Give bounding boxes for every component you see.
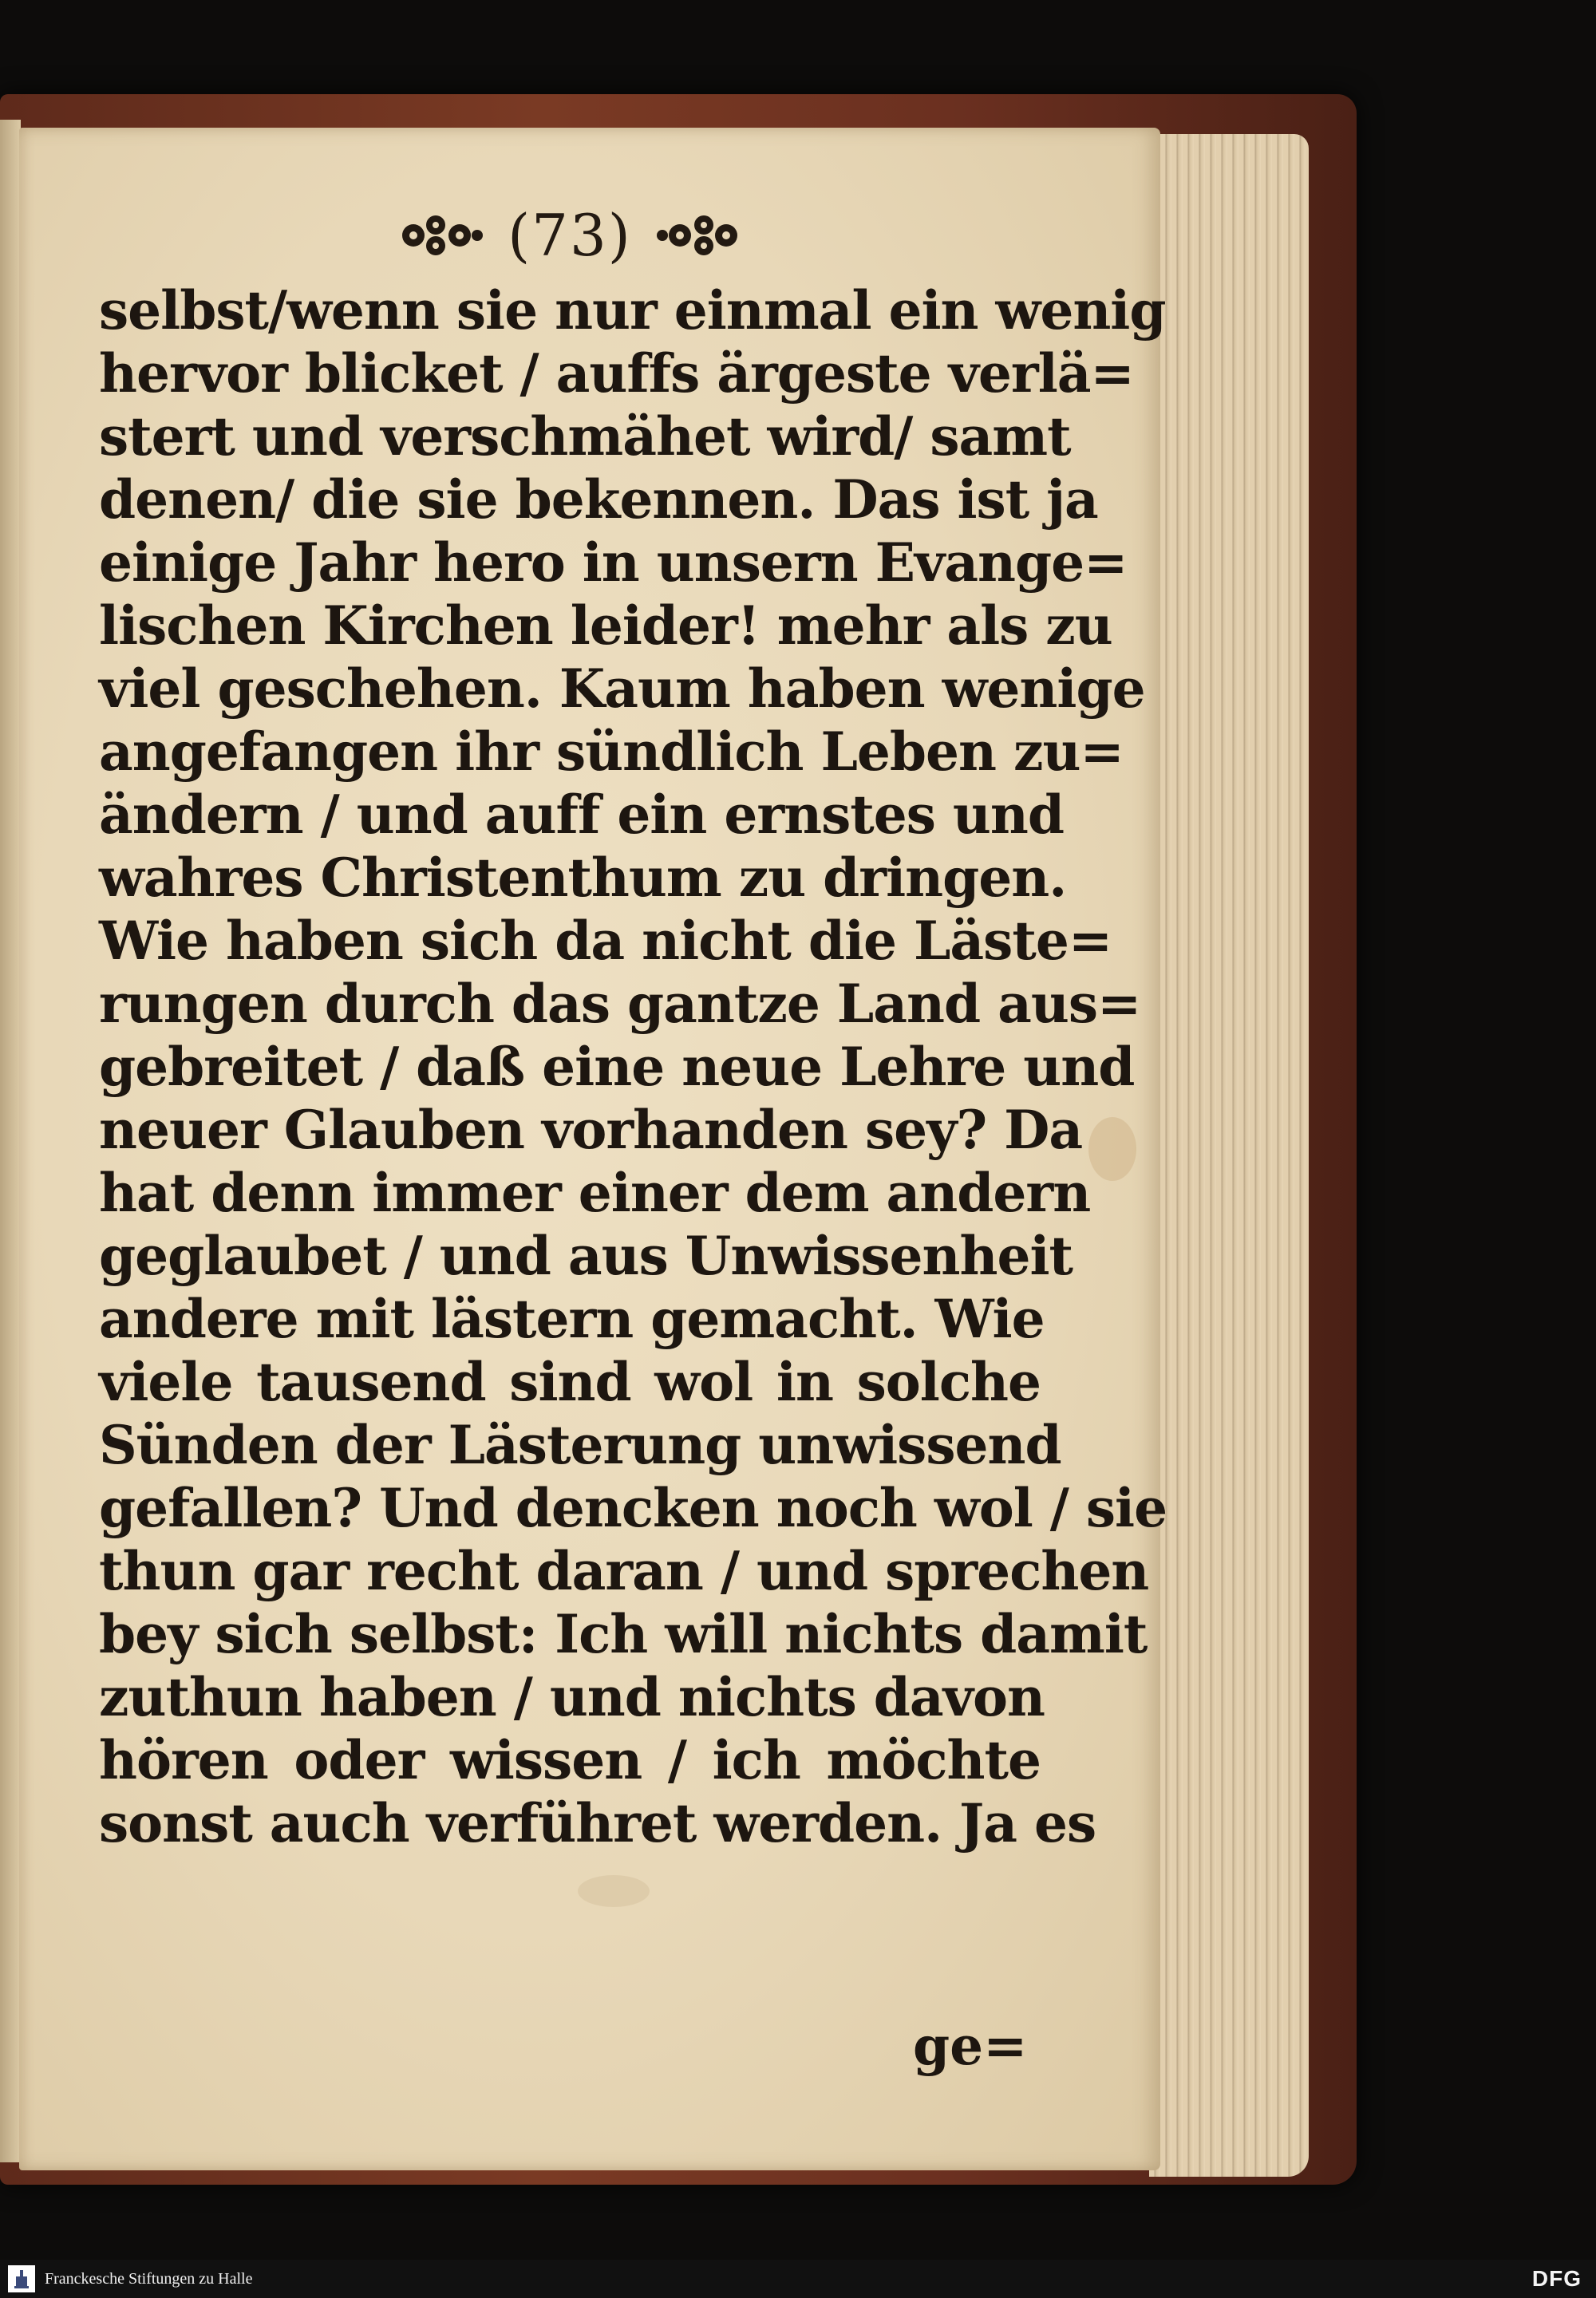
text-line: angefangen ihr sündlich Leben zu=: [99, 721, 1124, 783]
text-line: thun gar recht daran / und sprechen: [99, 1540, 1149, 1602]
catchword: ge=: [913, 2015, 1028, 2077]
text-line: viel geschehen. Kaum haben wenige: [99, 657, 1145, 720]
text-line: hat denn immer einer dem andern: [99, 1162, 1091, 1224]
body-text: [99, 279, 1167, 1855]
previous-leaf-edge: [0, 120, 21, 2162]
text-line: wahres Christenthum zu dringen.: [99, 847, 1067, 909]
text-line: geglaubet / und aus Unwissenheit: [99, 1225, 1073, 1287]
text-line: viele tausend sind wol in solche: [99, 1351, 1041, 1413]
text-line: neuer Glauben vorhanden sey? Da: [99, 1099, 1083, 1161]
text-line: hervor blicket / auffs ärgeste verlä=: [99, 342, 1134, 405]
text-line: zuthun haben / und nichts davon: [99, 1666, 1045, 1728]
page-stain: [578, 1875, 650, 1907]
text-line: hören oder wissen / ich möchte: [99, 1729, 1041, 1791]
text-line: gefallen? Und dencken noch wol / sie: [99, 1477, 1167, 1539]
footer-bar: [0, 2260, 1596, 2298]
text-line: Wie haben sich da nicht die Läste=: [99, 910, 1112, 972]
text-line: stert und verschmähet wird/ samt: [99, 405, 1071, 468]
text-line: denen/ die sie bekennen. Das ist ja: [99, 468, 1098, 531]
text-line: gebreitet / daß eine neue Lehre und: [99, 1036, 1135, 1098]
page-header: [362, 192, 777, 279]
text-line: ändern / und auff ein ernstes und: [99, 784, 1064, 846]
page-number: (73): [508, 202, 632, 269]
right-ornament-icon: [654, 207, 742, 263]
book-page: [19, 128, 1167, 2170]
text-line: andere mit lästern gemacht. Wie: [99, 1288, 1045, 1350]
text-line: sonst auch verführet werden. Ja es: [99, 1792, 1096, 1854]
dfg-logo[interactable]: DFG: [1531, 2266, 1582, 2291]
text-line: lischen Kirchen leider! mehr als zu: [99, 594, 1112, 657]
text-line: bey sich selbst: Ich will nichts damit: [99, 1603, 1148, 1665]
text-line: selbst/wenn sie nur einmal ein wenig: [99, 279, 1166, 342]
institution-name[interactable]: Franckesche Stiftungen zu Halle: [45, 2269, 253, 2288]
text-line: Sünden der Lästerung unwissend: [99, 1414, 1061, 1476]
text-line: einige Jahr hero in unsern Evange=: [99, 531, 1128, 594]
text-line: rungen durch das gantze Land aus=: [99, 973, 1141, 1035]
left-ornament-icon: [397, 207, 485, 263]
institution-logo-icon: [8, 2265, 35, 2292]
page-stain: [1088, 1117, 1136, 1181]
page-edges: [1149, 134, 1309, 2177]
